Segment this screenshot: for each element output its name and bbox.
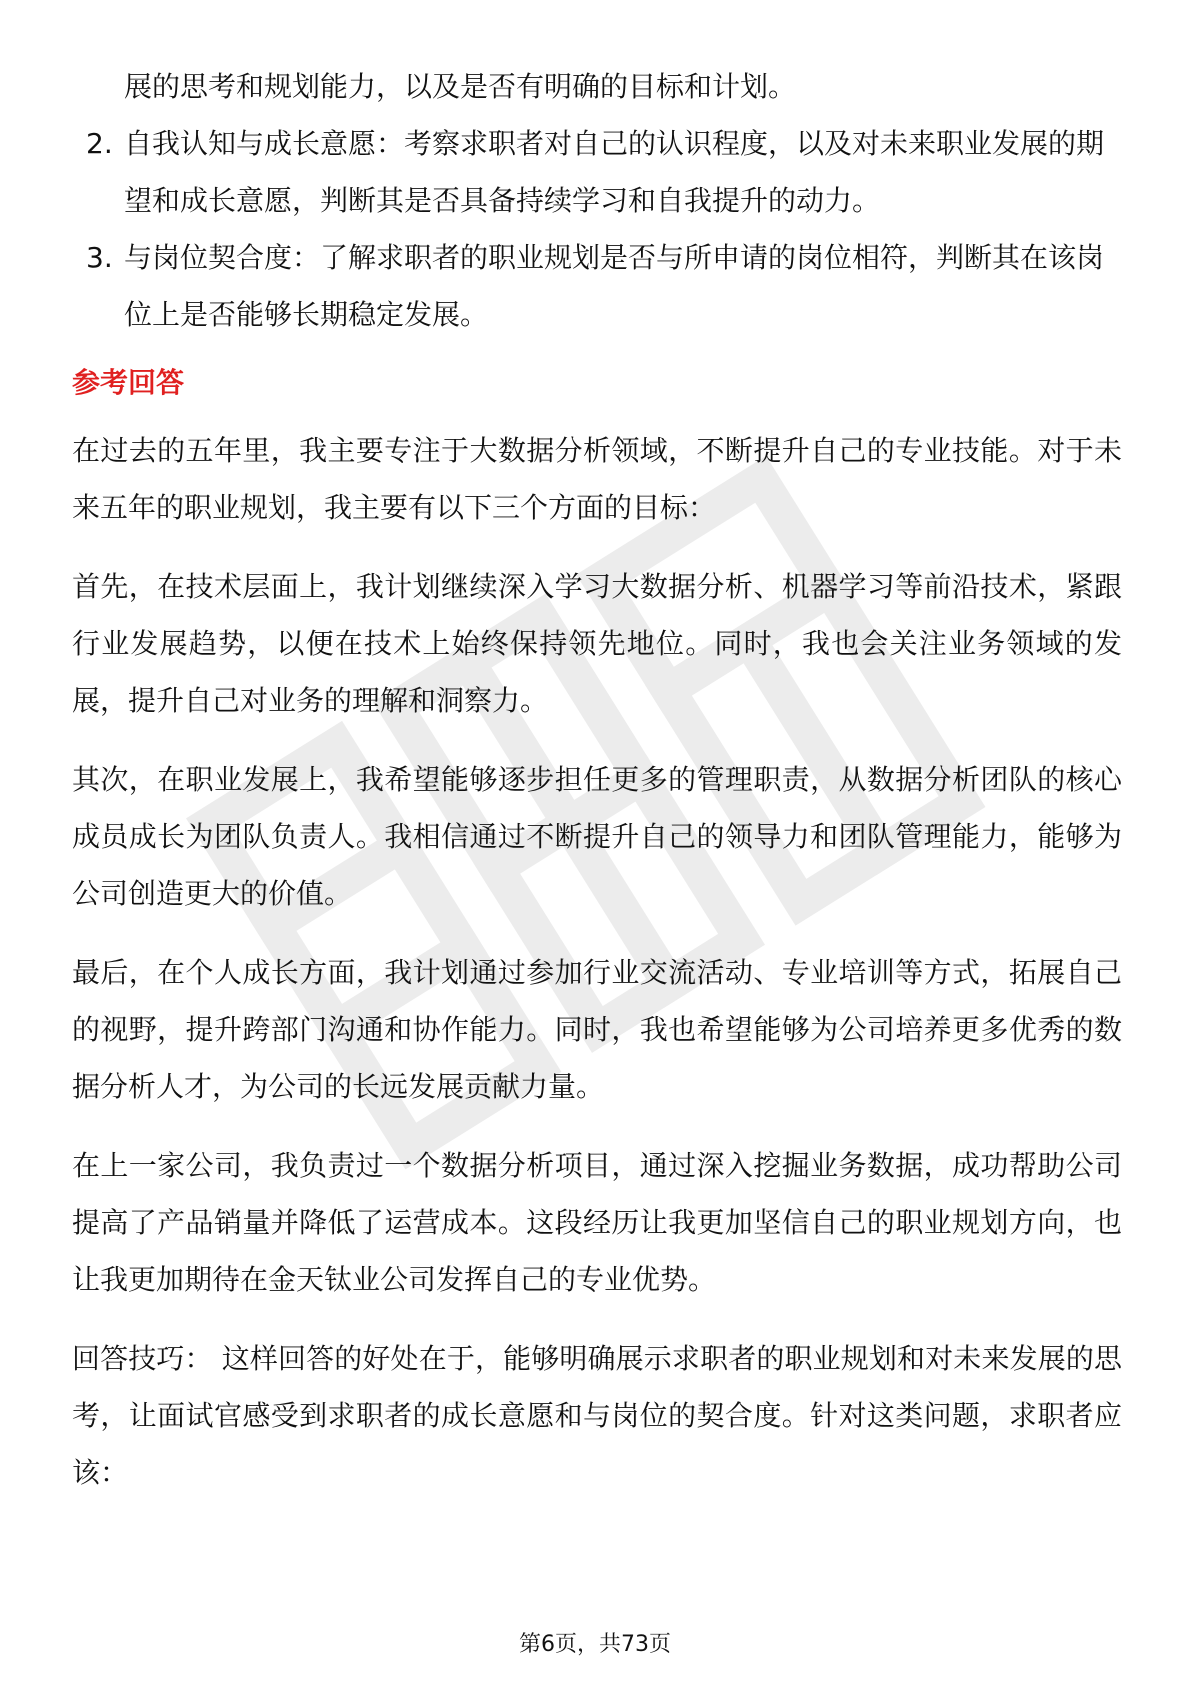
criteria-list bbox=[72, 115, 1122, 343]
paragraph: 首先，在技术层面上，我计划继续深入学习大数据分析、机器学习等前沿技术，紧跟行业发展趋势，以便在技术上始终保持领先地位。同时，我也会关注业务领域的发展，提升自己对业务的理解和洞察力。 bbox=[72, 570, 1122, 717]
list-item bbox=[72, 229, 1122, 343]
section-heading: 参考回答 bbox=[72, 366, 185, 399]
page-content bbox=[72, 58, 1122, 1501]
paragraph: 在上一家公司，我负责过一个数据分析项目，通过深入挖掘业务数据，成功帮助公司提高了产品销量并降低了运营成本。这段经历让我更加坚信自己的职业规划方向，也让我更加期待在金天钛业公司发挥自己的专业优势。 bbox=[72, 1149, 1122, 1296]
list-item bbox=[72, 115, 1122, 229]
paragraph: 其次，在职业发展上，我希望能够逐步担任更多的管理职责，从数据分析团队的核心成员成长为团队负责人。我相信通过不断提升自己的领导力和团队管理能力，能够为公司创造更大的价值。 bbox=[72, 763, 1122, 910]
list-item-text: 自我认知与成长意愿：考察求职者对自己的认识程度，以及对未来职业发展的期望和成长意愿，判断其是否具备持续学习和自我提升的动力。 bbox=[124, 127, 1105, 217]
list-item-text: 与岗位契合度：了解求职者的职业规划是否与所申请的岗位相符，判断其在该岗位上是否能够长期稳定发展。 bbox=[124, 241, 1105, 331]
continuation-text: 展的思考和规划能力，以及是否有明确的目标和计划。 bbox=[124, 70, 797, 103]
paragraph: 最后，在个人成长方面，我计划通过参加行业交流活动、专业培训等方式，拓展自己的视野，提升跨部门沟通和协作能力。同时，我也希望能够为公司培养更多优秀的数据分析人才，为公司的长远发展贡献力量。 bbox=[72, 956, 1122, 1103]
list-number: 2. bbox=[86, 127, 113, 160]
paragraph: 回答技巧： 这样回答的好处在于，能够明确展示求职者的职业规划和对未来发展的思考，让面试官感受到求职者的成长意愿和与岗位的契合度。针对这类问题，求职者应该： bbox=[72, 1342, 1122, 1489]
paragraph: 在过去的五年里，我主要专注于大数据分析领域，不断提升自己的专业技能。对于未来五年的职业规划，我主要有以下三个方面的目标： bbox=[72, 434, 1122, 524]
list-number: 3. bbox=[86, 241, 113, 274]
page-number-footer: 第6页，共73页 bbox=[519, 1632, 671, 1657]
